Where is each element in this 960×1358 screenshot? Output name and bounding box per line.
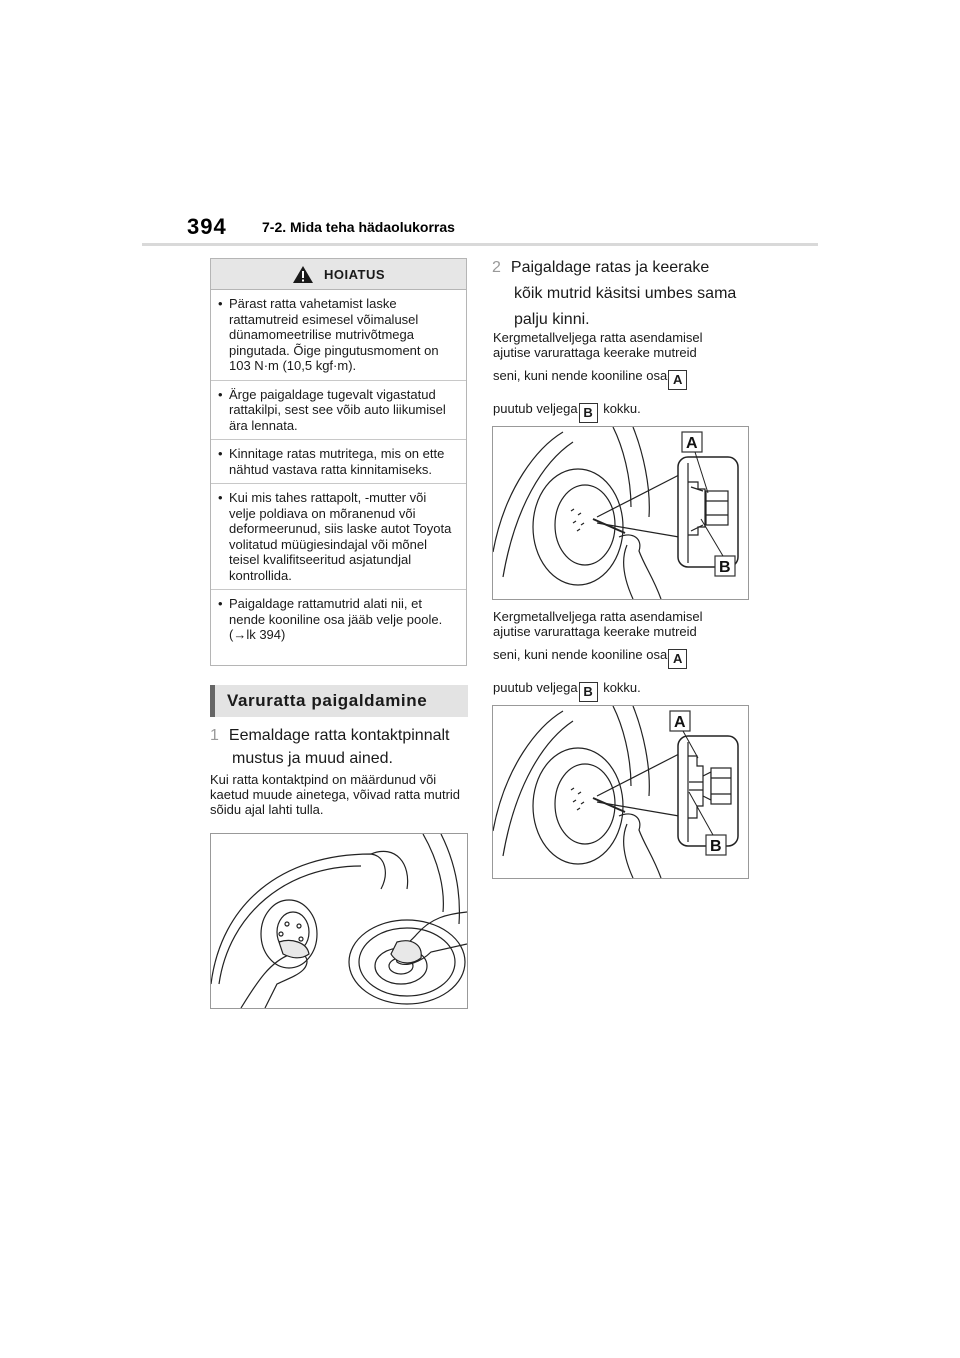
warning-item: • Paigaldage rattamutrid alati nii, et nende kooniline osa jääb velje poole. (→lk 394) [211,589,466,643]
label-a: A [674,714,686,731]
nut-drawing-2 [493,706,748,878]
step-text: mustus ja muud ained. [232,750,393,767]
warning-item: • Pärast ratta vahetamist laske rattamutreid esimesel võimalusel dünamomeetrilise mutrivõtmega pingutada. Õige pingutusmoment on 103 N·m (10,5 kgf·m). [218,296,439,373]
step-number: 2 [492,259,501,276]
warning-list [211,290,466,643]
label-b-tag: B [579,403,598,423]
cleaning-illustration [210,833,468,1009]
warning-item: • Ärge paigaldage tugevalt vigastatud rattakilpi, sest see võib auto liikumisel ära lennata. [211,380,466,434]
step-1-note: Kui ratta kontaktpind on määrdunud või kaetud muude ainetega, võivad ratta mutrid sõidu ajal lahti tulla. [210,772,461,817]
step-text: Eemaldage ratta kontaktpinnalt [228,727,450,744]
warning-header [211,259,466,290]
warning-item: • Kinnitage ratas mutritega, mis on ette nähtud vastava ratta kinnitamiseks. [211,439,466,477]
label-b: B [710,838,722,855]
nut-illustration-2 [492,705,749,879]
warning-item: • Kui mis tahes rattapolt, -mutter või velje poldiava on mõranenud või deformeerunud, siis laske autot Toyota volitatud müügiesindajal või mõnel teisel kvalifitseeritud asjatundjal kontrollida. [211,483,466,583]
step-number: 1 [210,727,219,744]
note-alloy-wheel: Kergmetallveljega ratta asendamisel ajutise varurattaga keerake mutreid seni, kuni nende kooniline osa A puutub veljega B kokku. [493,609,753,702]
label-b: B [719,559,731,576]
label-b-tag: B [579,682,598,702]
warning-box [210,258,467,666]
note-steel-wheel: Kergmetallveljega ratta asendamisel ajutise varurattaga keerake mutreid seni, kuni nende kooniline osa A puutub veljega B kokku. [493,330,753,423]
step-text: palju kinni. [514,311,590,328]
warning-triangle-icon [292,265,314,284]
label-a-tag: A [668,370,687,390]
warning-title: HOIATUS [323,266,386,282]
nut-drawing-1 [493,427,748,599]
step-text: Paigaldage ratas ja keerake [510,259,710,276]
label-a-tag: A [668,649,687,669]
section-title: 7-2. Mida teha hädaolukorras [262,219,455,235]
label-a: A [686,435,698,452]
step-1 [210,724,470,770]
nut-illustration-1 [492,426,749,600]
header-divider [142,243,818,246]
section-heading: Varuratta paigaldamine [210,685,468,717]
step-2 [492,256,762,331]
step-text: kõik mutrid käsitsi umbes sama [514,285,737,302]
page-number: 394 [187,214,227,239]
cleaning-drawing [211,834,467,1008]
